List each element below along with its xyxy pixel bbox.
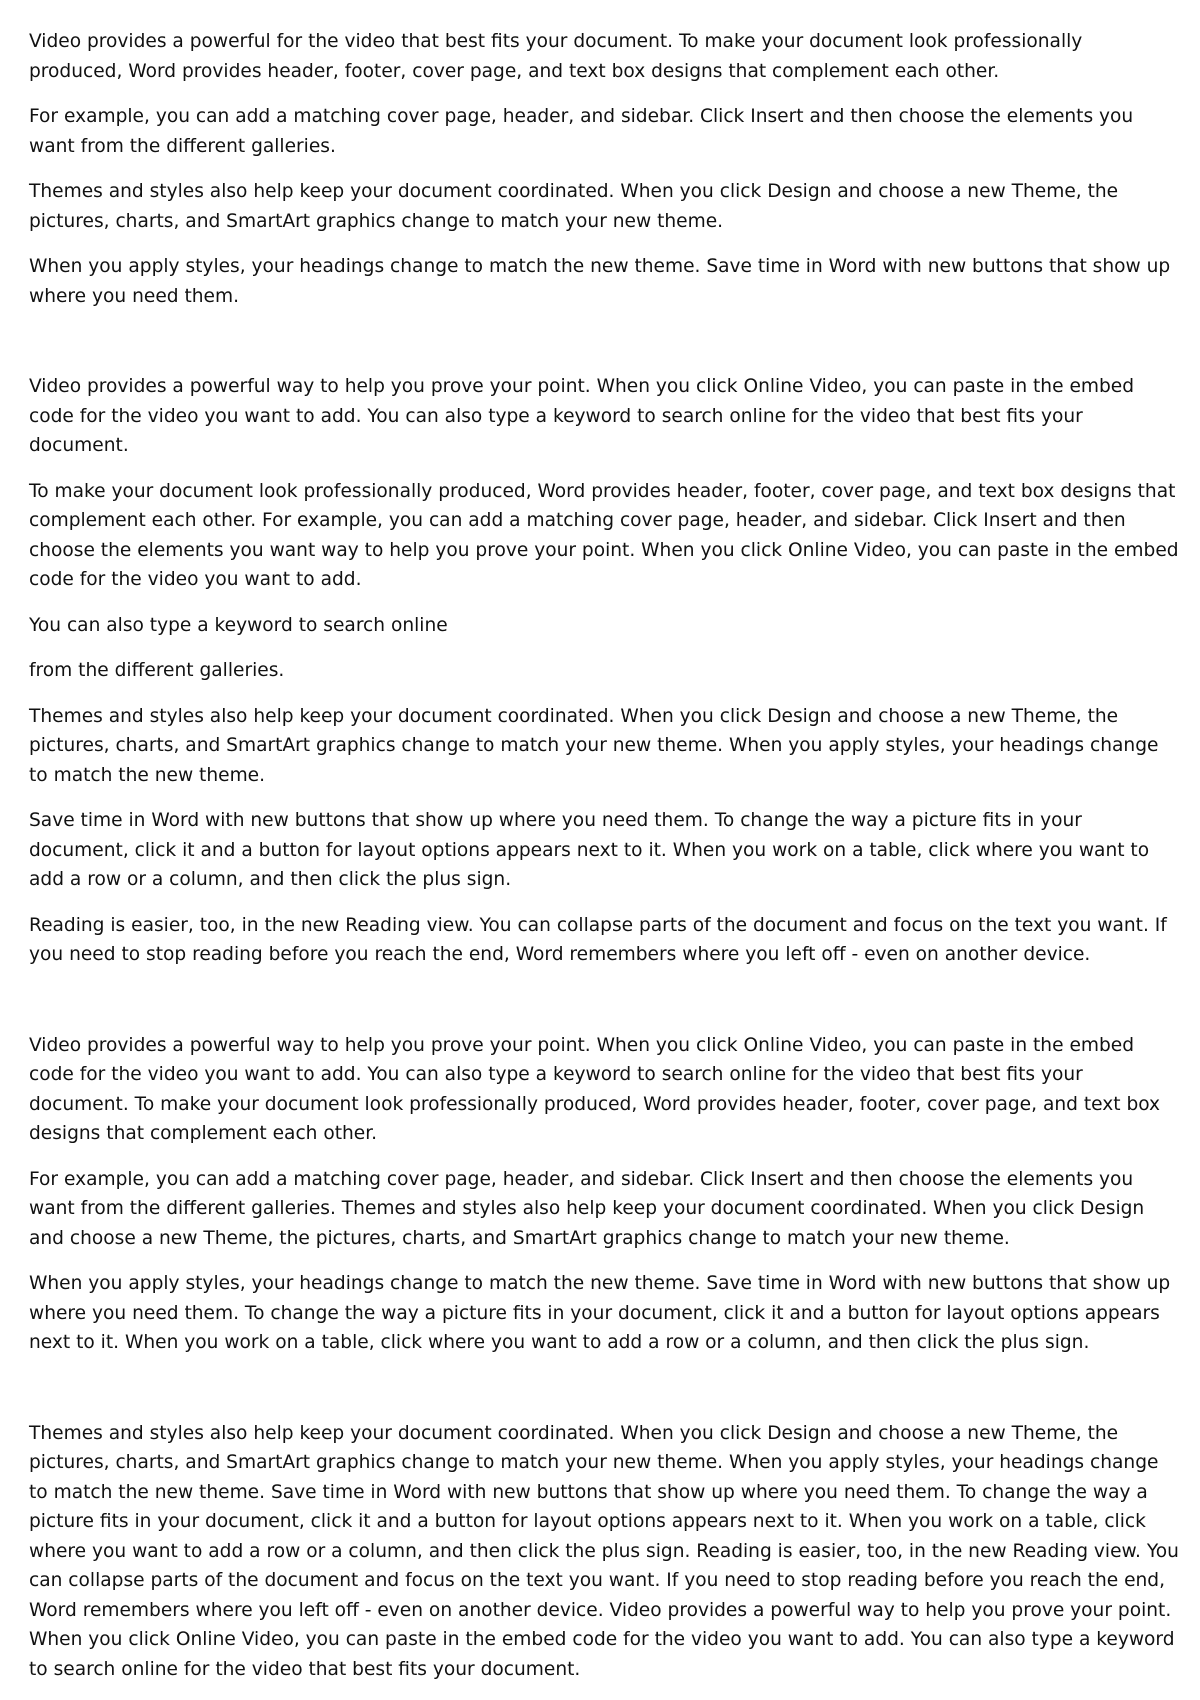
paragraph: Video provides a powerful way to help you prove your point. When you click Online Video, you can paste in the embed code for the video you want to add. You can also type a keyword to search online for the video that best fits your document. (29, 376, 1135, 456)
paragraph: Themes and styles also help keep your document coordinated. When you click Design and choose a new Theme, the pictures, charts, and SmartArt graphics change to match your new theme. When you apply styles, your headings change to match the new theme. (29, 705, 1159, 786)
section-gap (29, 327, 1179, 372)
section-gap (29, 986, 1179, 1031)
paragraph: Themes and styles also help keep your document coordinated. When you click Design and choose a new Theme, the pictures, charts, and SmartArt graphics change to match your new theme. When you apply styles, your headings change to match the new theme. Save time in Word with new buttons that show up where you need them. To change the way a picture fits in your document, click it and a button for layout options appears next to it. When you work on a table, click where you want to add a row or a column, and then click the plus sign. Reading is easier, too, in the new Reading view. You can collapse parts of the document and focus on the text you want. If you need to stop reading before you reach the end, Word remembers where you left off - even on another device. Video provides a powerful way to help you prove your point. When you click Online Video, you can paste in the embed code for the video you want to add. You can also type a keyword to search online for the video that best fits your document. (29, 1422, 1179, 1680)
paragraph: from the different galleries. (29, 660, 285, 681)
paragraph: Video provides a powerful way to help you prove your point. When you click Online Video, you can paste in the embed code for the video you want to add. You can also type a keyword to search online for the video that best fits your document. To make your document look professionally produced, Word provides header, footer, cover page, and text box designs that complement each other. (29, 1034, 1161, 1144)
paragraph: When you apply styles, your headings change to match the new theme. Save time in Word with new buttons that show up where you need them. (29, 256, 1171, 307)
paragraph: Save time in Word with new buttons that show up where you need them. To change the way a picture fits in your document, click it and a button for layout options appears next to it. When you work on a table, click where you want to add a row or a column, and then click the plus sign. (29, 810, 1150, 890)
paragraph: To make your document look professionally produced, Word provides header, footer, cover page, and text box designs that complement each other. For example, you can add a matching cover page, header, and sidebar. Click Insert and then choose the elements you want way to help you prove your point. When you click Online Video, you can paste in the embed code for the video you want to add. (29, 480, 1179, 590)
paragraph: For example, you can add a matching cover page, header, and sidebar. Click Insert and then choose the elements you want from the different galleries. Themes and styles also help keep your document coordinated. When you click Design and choose a new Theme, the pictures, charts, and SmartArt graphics change to match your new theme. (29, 1168, 1145, 1249)
document-page (29, 27, 1179, 1700)
paragraph: Reading is easier, too, in the new Reading view. You can collapse parts of the document and focus on the text you want. If you need to stop reading before you reach the end, Word remembers where you left off - even on another device. (29, 914, 1167, 965)
paragraph: Video provides a powerful for the video that best fits your document. To make your document look professionally produced, Word provides header, footer, cover page, and text box designs that complement each other. (29, 31, 1083, 82)
paragraph: For example, you can add a matching cover page, header, and sidebar. Click Insert and then choose the elements you want from the different galleries. (29, 106, 1134, 157)
section-gap (29, 1374, 1179, 1419)
paragraph: Themes and styles also help keep your document coordinated. When you click Design and choose a new Theme, the pictures, charts, and SmartArt graphics change to match your new theme. (29, 181, 1119, 232)
paragraph: You can also type a keyword to search online (29, 614, 448, 636)
paragraph: When you apply styles, your headings change to match the new theme. Save time in Word with new buttons that show up where you need them. To change the way a picture fits in your document, click it and a button for layout options appears next to it. When you work on a table, click where you want to add a row or a column, and then click the plus sign. (29, 1273, 1171, 1353)
